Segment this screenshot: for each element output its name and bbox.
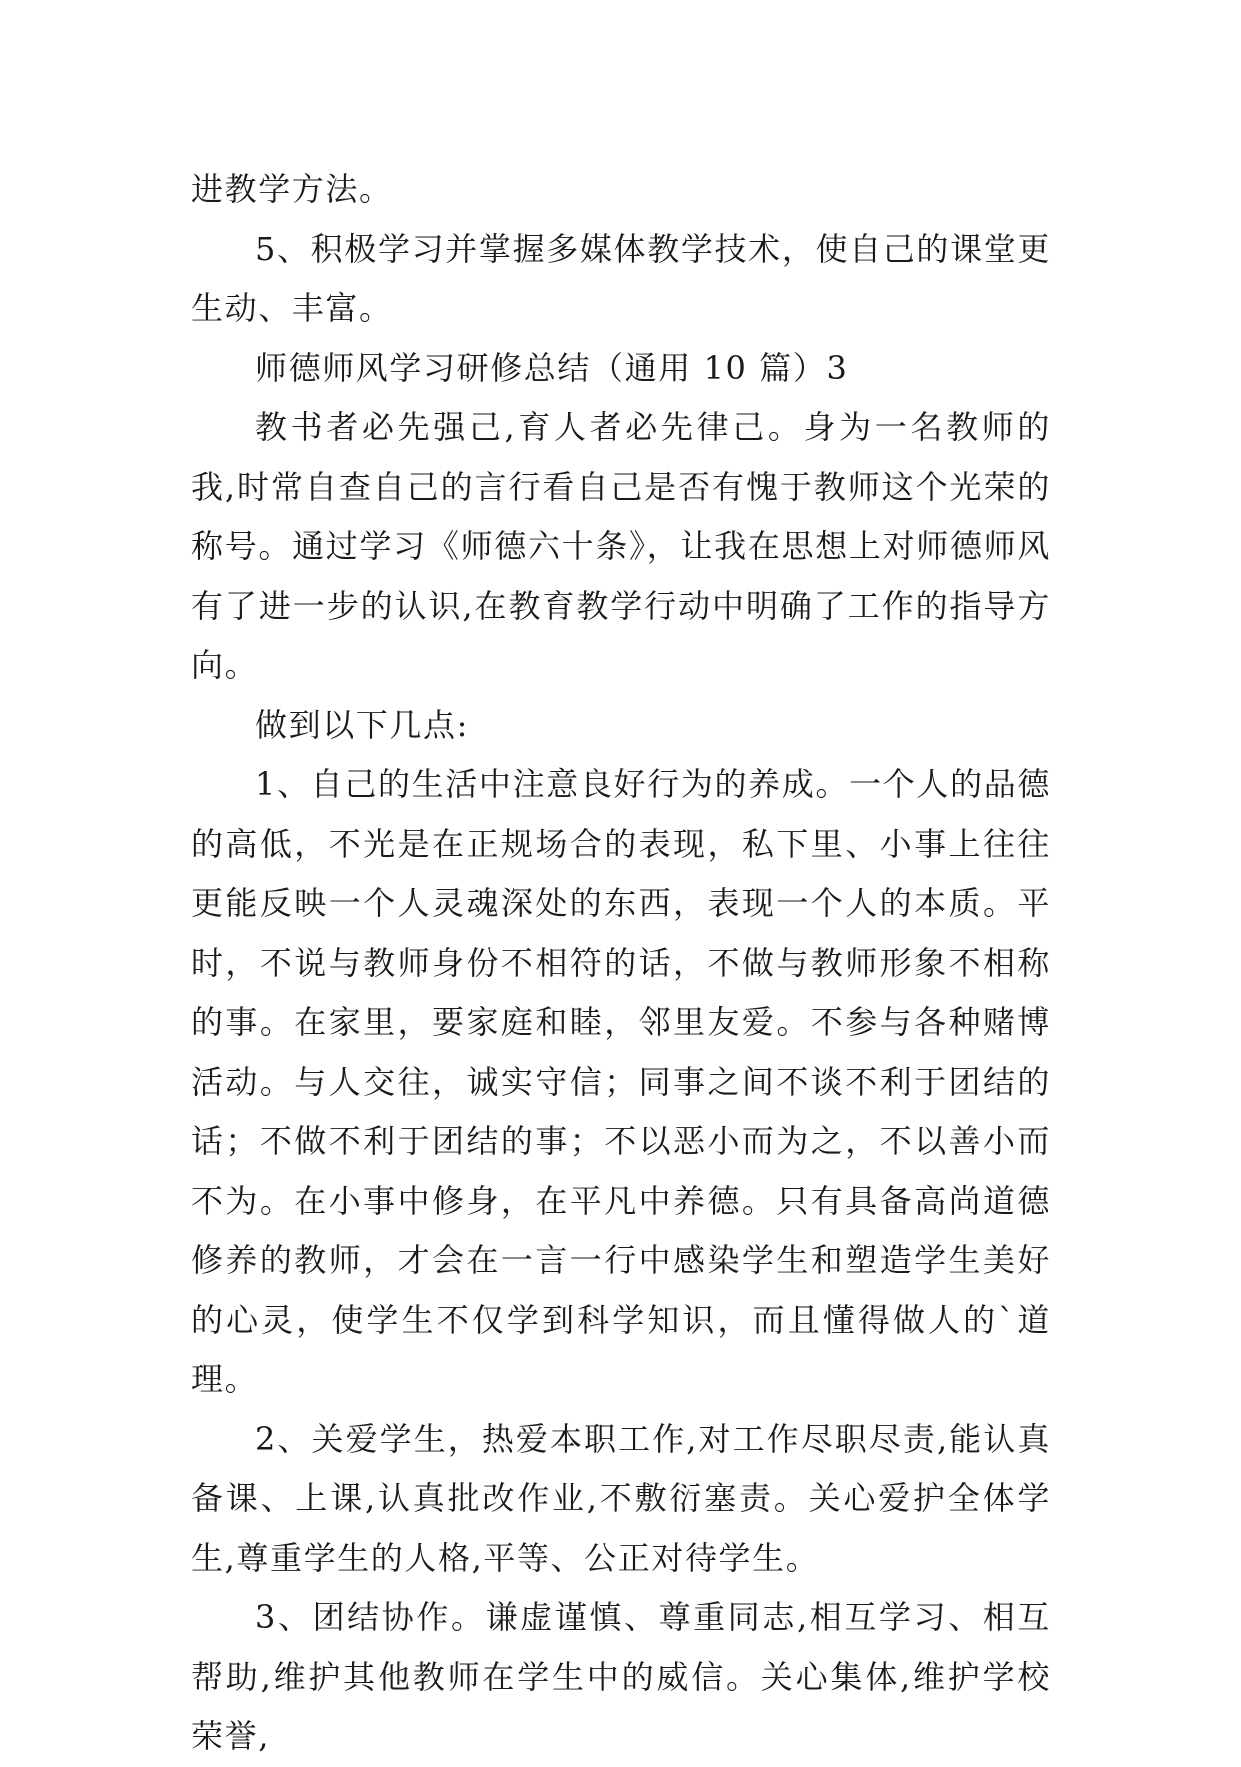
paragraph-lead-in: 做到以下几点: (255, 705, 469, 744)
paragraph-item-3: 3、团结协作。谦虚谨慎、尊重同志,相互学习、相互帮助,维护其他教师在学生中的威信。关心集体,维护学校荣誉, (191, 1598, 1051, 1755)
paragraph-intro: 教书者必先强己,育人者必先律己。身为一名教师的我,时常自查自己的言行看自己是否有愧于教师这个光荣的称号。通过学习《师德六十条》，让我在思想上对师德师风有了进一步的认识,在教育教学行动中明确了工作的指导方向。 (191, 408, 1051, 684)
paragraph-item-1: 1、自己的生活中注意良好行为的养成。一个人的品德的高低，不光是在正规场合的表现，私下里、小事上往往更能反映一个人灵魂深处的东西，表现一个人的本质。平时，不说与教师身份不相符的话，不做与教师形象不相称的事。在家里，要家庭和睦，邻里友爱。不参与各种赌博活动。与人交往，诚实守信；同事之间不谈不利于团结的话；不做不利于团结的事；不以恶小而为之，不以善小而不为。在小事中修身，在平凡中养德。只有具备高尚道德修养的教师，才会在一言一行中感染学生和塑造学生美好的心灵，使学生不仅学到科学知识，而且懂得做人的`道理。 (191, 765, 1051, 1398)
paragraph-continuation: 进教学方法。 (191, 170, 393, 208)
section-heading: 师德师风学习研修总结（通用 10 篇）3 (255, 348, 849, 387)
document-body (191, 160, 1051, 1767)
paragraph-item-5: 5、积极学习并掌握多媒体教学技术，使自己的课堂更生动、丰富。 (191, 229, 1051, 327)
paragraph-item-2: 2、关爱学生，热爱本职工作,对工作尽职尽责,能认真备课、上课,认真批改作业,不敷衍塞责。关心爱护全体学生,尊重学生的人格,平等、公正对待学生。 (191, 1419, 1051, 1577)
